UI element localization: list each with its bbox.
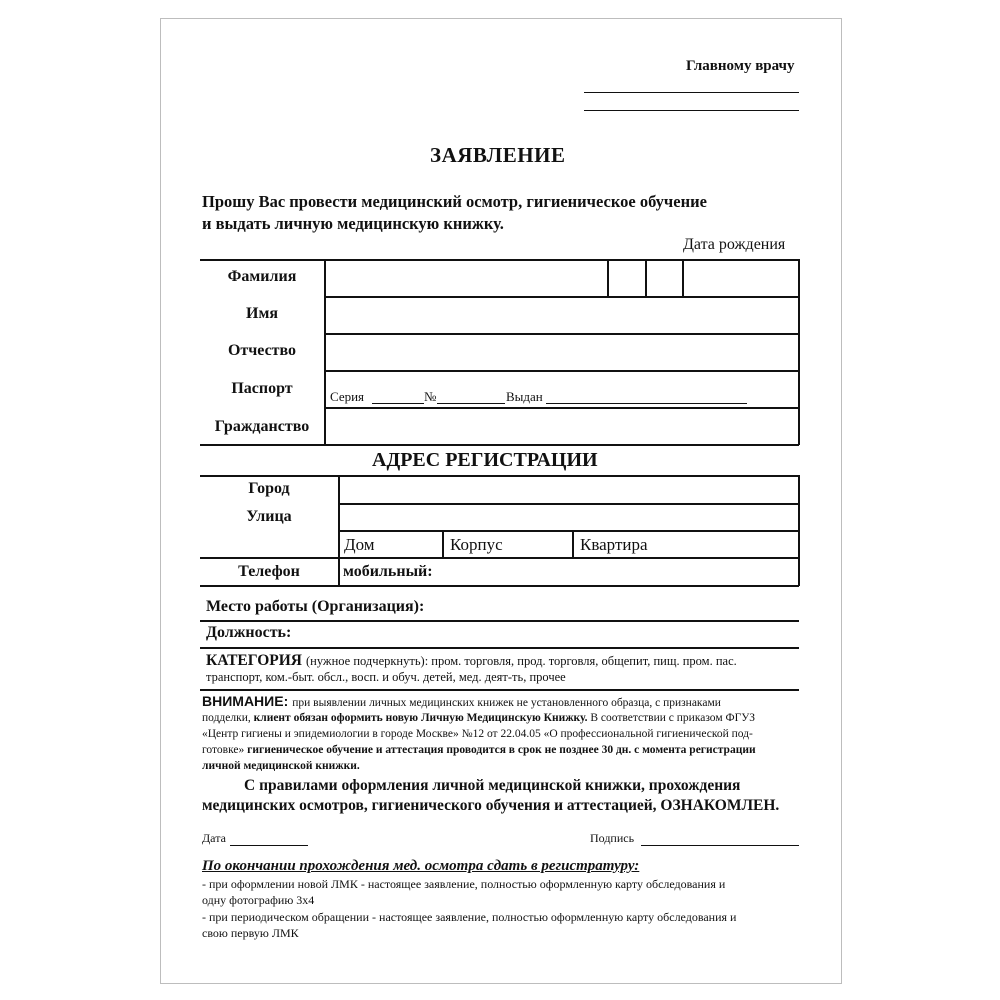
row-divider [200, 444, 799, 446]
address-heading: АДРЕС РЕГИСТРАЦИИ [372, 449, 598, 471]
passport-number-label: № [424, 389, 437, 404]
building-field[interactable] [444, 532, 571, 556]
apartment-label: Квартира [580, 535, 648, 554]
acknowledge-line-2: медицинских осмотров, гигиенического обучения и аттестацией, ОЗНАКОМЛЕН. [202, 797, 780, 814]
name-label: Имя [246, 305, 278, 322]
category-label: КАТЕГОРИЯ [206, 652, 302, 669]
signature-line[interactable] [641, 845, 799, 846]
category-underline [200, 689, 799, 691]
warning-text: В соответствии с приказом ФГУЗ [590, 712, 755, 724]
document-title: ЗАЯВЛЕНИЕ [430, 143, 566, 167]
warning-label: ВНИМАНИЕ: [202, 693, 289, 709]
city-label: Город [248, 480, 290, 497]
position-label: Должность: [206, 624, 292, 641]
warning-line-5: личной медицинской книжки. [202, 760, 360, 772]
birth-date-month-field[interactable] [647, 261, 681, 295]
footer-item-2-line-1: - при периодическом обращении - настоящее заявление, полностью оформленную карту обследования и [202, 910, 737, 924]
passport-issued-line[interactable] [546, 403, 747, 404]
house-field[interactable] [340, 532, 441, 556]
passport-series-label: Серия [330, 389, 365, 404]
workplace-label: Место работы (Организация): [206, 598, 425, 615]
date-label: Дата [202, 831, 226, 845]
request-line-1: Прошу Вас провести медицинский осмотр, гигиеническое обучение [202, 192, 707, 211]
street-field[interactable] [340, 505, 797, 529]
warning-line-1 [202, 693, 721, 711]
citizenship-field[interactable] [326, 409, 797, 443]
passport-label: Паспорт [231, 380, 293, 397]
house-label: Дом [344, 535, 375, 554]
patronymic-field[interactable] [326, 335, 797, 369]
row-divider [325, 370, 799, 372]
position-underline [200, 647, 799, 649]
right-border [798, 259, 800, 445]
city-field[interactable] [340, 477, 797, 502]
address-right-border [798, 475, 800, 586]
category-line-2[interactable]: транспорт, ком.-быт. обсл., восп. и обуч. детей, мед. деят-ть, прочее [206, 670, 566, 684]
address-bottom-border [200, 585, 799, 587]
signature-label: Подпись [590, 831, 635, 845]
surname-field[interactable] [326, 261, 606, 295]
warning-text: при выявлении личных медицинских книжек не установленного образца, с признаками [292, 697, 721, 709]
addressee-line-2[interactable] [584, 110, 799, 111]
birth-date-label: Дата рождения [683, 236, 786, 253]
date-line[interactable] [230, 845, 308, 846]
building-label: Корпус [450, 535, 503, 554]
citizenship-label: Гражданство [214, 418, 310, 435]
patronymic-label: Отчество [227, 342, 297, 359]
warning-line-4 [202, 744, 756, 756]
warning-emphasis: клиент обязан оформить новую Личную Медицинскую Книжку. [253, 712, 588, 724]
acknowledge-line-1: С правилами оформления личной медицинской книжки, прохождения [244, 777, 741, 794]
footer-item-1-line-2: одну фотографию 3х4 [202, 893, 315, 907]
street-label: Улица [246, 508, 292, 525]
surname-label: Фамилия [227, 268, 297, 285]
birth-date-year-field[interactable] [684, 261, 797, 295]
request-line-2: и выдать личную медицинскую книжку. [202, 214, 504, 233]
passport-issued-label: Выдан [506, 389, 543, 404]
footer-item-2-line-2: свою первую ЛМК [202, 926, 299, 940]
mobile-label: мобильный: [343, 563, 433, 580]
apartment-field[interactable] [574, 532, 797, 556]
phone-label: Телефон [238, 563, 300, 580]
warning-line-3: «Центр гигиены и эпидемиологии в городе Москве» №12 от 22.04.05 «О профессиональной гигиенической под- [202, 728, 753, 740]
category-line-1 [206, 652, 737, 670]
warning-line-2 [202, 712, 755, 724]
addressee-label: Главному врачу [686, 58, 795, 74]
passport-series-line[interactable] [372, 403, 424, 404]
mobile-phone-field[interactable] [450, 559, 797, 584]
name-field[interactable] [326, 298, 797, 332]
passport-number-line[interactable] [437, 403, 505, 404]
category-hint[interactable]: (нужное подчеркнуть): пром. торговля, прод. торговля, общепит, пищ. пром. пас. [306, 654, 737, 668]
footer-item-1-line-1: - при оформлении новой ЛМК - настоящее заявление, полностью оформленную карту обследования и [202, 877, 726, 891]
position-field[interactable] [310, 622, 797, 646]
warning-text: подделки, [202, 712, 251, 724]
birth-date-day-field[interactable] [609, 261, 644, 295]
warning-emphasis: гигиеническое обучение и аттестация проводится в срок не позднее 30 дн. с момента регистрации [247, 744, 756, 756]
footer-heading: По окончании прохождения мед. осмотра сдать в регистратуру: [202, 858, 640, 874]
addressee-line-1[interactable] [584, 92, 799, 93]
warning-text: готовке» [202, 744, 245, 756]
workplace-field[interactable] [460, 594, 797, 618]
